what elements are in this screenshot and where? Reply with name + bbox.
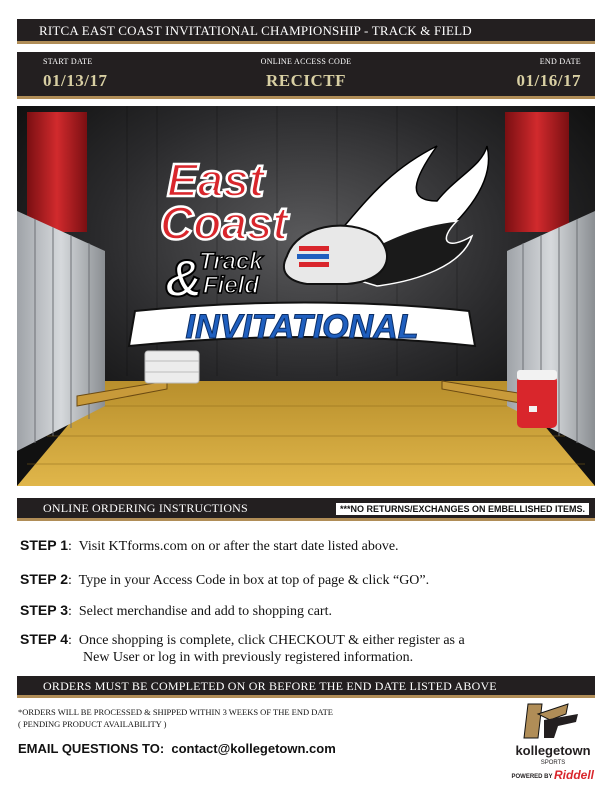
deadline-bar — [17, 676, 595, 698]
logo-brand: kollegetown — [515, 743, 591, 758]
step-2: STEP 2: Type in your Access Code in box at top of page & click “GO”. — [20, 571, 430, 588]
step-3-text: Select merchandise and add to shopping cart. — [78, 604, 332, 619]
step-2-text: Type in your Access Code in box at top of page & click “GO”. — [78, 573, 430, 588]
hero-locker-room-image — [17, 106, 595, 486]
logo-invitational-text: INVITATIONAL — [185, 308, 419, 346]
event-title: RITCA EAST COAST INVITATIONAL CHAMPIONSHIP - TRACK & FIELD — [39, 23, 472, 38]
event-title-bar — [17, 19, 595, 44]
step-3-label: STEP 3 — [20, 602, 68, 618]
step-4-label: STEP 4 — [20, 631, 68, 647]
kt-mark-icon — [524, 704, 578, 738]
access-code-label: ONLINE ACCESS CODE — [260, 57, 352, 66]
step-1-text: Visit KTforms.com on or after the start date listed above. — [78, 539, 399, 554]
step-1-label: STEP 1 — [20, 537, 68, 553]
logo-partner: Riddell — [553, 768, 595, 782]
logo-east-text: East — [167, 154, 265, 206]
step-4: STEP 4: Once shopping is complete, click CHECKOUT & either register as a New User or log in with previously registered information. — [20, 631, 580, 666]
logo-sub: SPORTS — [540, 760, 566, 766]
deadline-text: ORDERS MUST BE COMPLETED ON OR BEFORE THE END DATE LISTED ABOVE — [43, 679, 497, 693]
start-date-value: 01/13/17 — [43, 71, 108, 90]
step-4-continuation: New User or log in with previously registered information. — [83, 650, 414, 665]
end-date-label: END DATE — [539, 57, 581, 66]
kollegetown-logo — [508, 700, 598, 785]
step-4-text: Once shopping is complete, click CHECKOUT & either register as a — [78, 633, 465, 648]
step-1: STEP 1: Visit KTforms.com on or after the start date listed above. — [20, 537, 399, 554]
logo-powered-by: POWERED BY — [511, 774, 553, 780]
shipping-note: *ORDERS WILL BE PROCESSED & SHIPPED WITHIN 3 WEEKS OF THE END DATE — [18, 707, 333, 717]
instructions-heading: ONLINE ORDERING INSTRUCTIONS — [43, 501, 248, 515]
logo-coast-text: Coast — [160, 197, 288, 249]
logo-field-text: Field — [203, 272, 260, 299]
logo-ampersand: & — [165, 250, 203, 308]
no-returns-notice: ***NO RETURNS/EXCHANGES ON EMBELLISHED ITEMS. — [336, 503, 589, 515]
start-date-label: START DATE — [43, 57, 93, 66]
email-label: EMAIL QUESTIONS TO: — [18, 741, 165, 756]
email-line — [18, 741, 336, 756]
step-2-label: STEP 2 — [20, 571, 68, 587]
email-link[interactable]: contact@kollegetown.com — [171, 741, 336, 756]
access-code-value: RECICTF — [265, 71, 346, 90]
instructions-header-bar — [17, 498, 595, 521]
availability-note: ( PENDING PRODUCT AVAILABILITY ) — [18, 719, 167, 729]
end-date-value: 01/16/17 — [516, 71, 581, 90]
step-3: STEP 3: Select merchandise and add to shopping cart. — [20, 602, 332, 619]
logo-track-text: Track — [199, 248, 263, 275]
access-info-bar — [17, 52, 595, 99]
